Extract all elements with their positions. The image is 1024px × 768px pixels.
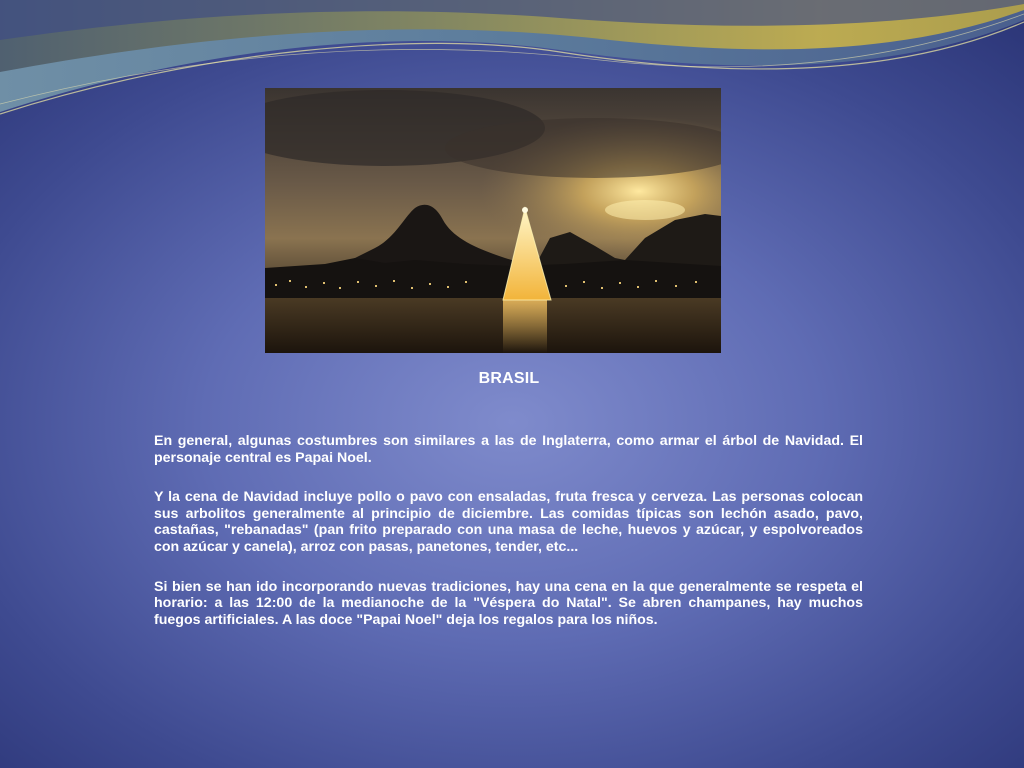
paragraph: Y la cena de Navidad incluye pollo o pavo con ensaladas, fruta fresca y cerveza. Las personas colocan sus arbolitos generalmente al principio de diciembre. Las comidas típicas son lechón asado, pavo, castañas, "rebanadas" (pan frito preparado con una masa de leche, huevos y azúcar, y espolvoreados con azúcar y canela), arroz con pasas, panetones, tender, etc... bbox=[154, 489, 863, 555]
body-text bbox=[154, 433, 863, 651]
paragraph: En general, algunas costumbres son similares a las de Inglaterra, como armar el árbol de Navidad. El personaje central es Papai Noel. bbox=[154, 433, 863, 466]
country-caption: BRASIL bbox=[478, 370, 540, 387]
paragraph: Si bien se han ido incorporando nuevas tradiciones, hay una cena en la que generalmente se respeta el horario: a las 12:00 de la medianoche de la "Véspera do Natal". Se abren champanes, hay muchos fuegos artificiales. A las doce "Papai Noel" deja los regalos para los niños. bbox=[154, 578, 863, 628]
christmas-tree-lagoon-photo bbox=[265, 88, 721, 353]
